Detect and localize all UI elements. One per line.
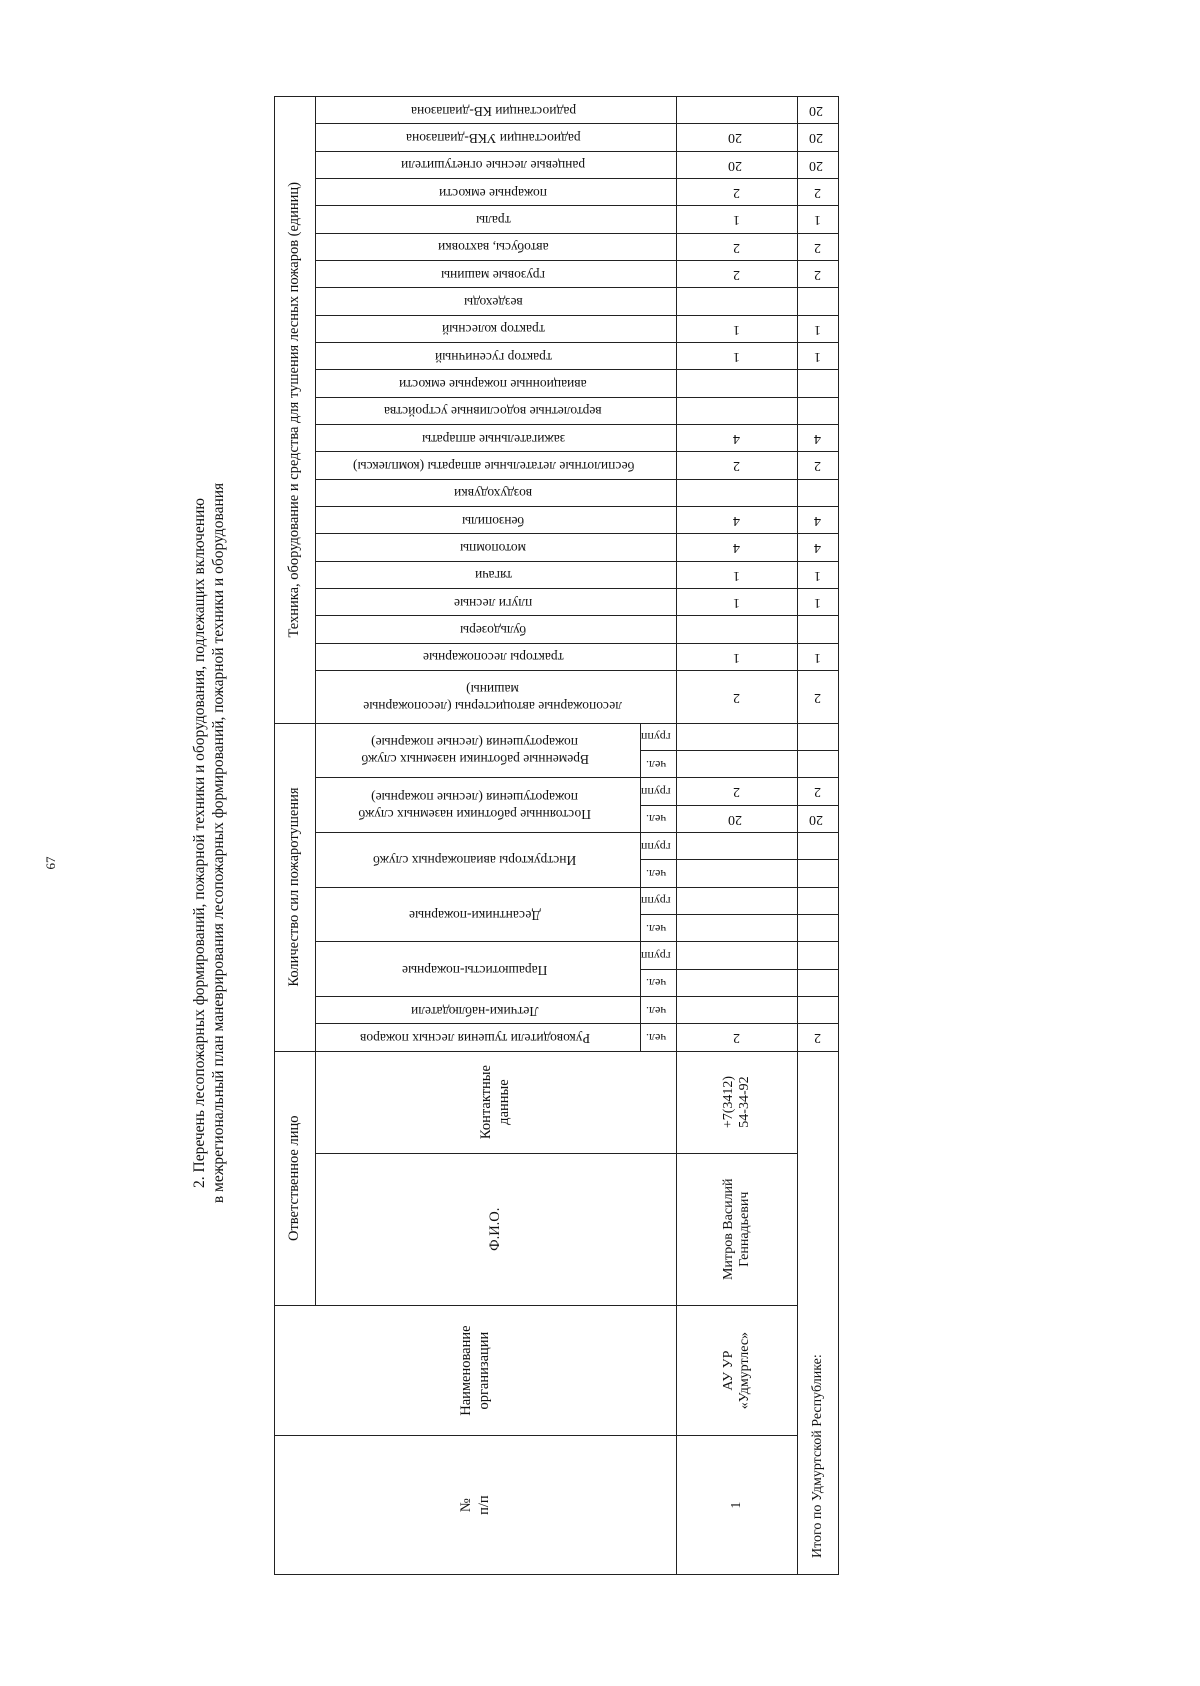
total-parashut-groups bbox=[798, 942, 839, 969]
total-equip-21: 20 bbox=[798, 97, 839, 124]
header-num: № п/п bbox=[275, 1436, 677, 1575]
cell-equip-11 bbox=[677, 370, 798, 397]
header-equip-1: тракторы лесопожарные bbox=[316, 643, 677, 670]
heading-line-2: в межрегиональный план маневрирования лесопожарных формирований, пожарной техники и оборудования bbox=[210, 482, 227, 1204]
total-equip-2 bbox=[798, 616, 839, 643]
unit-parashut-people: чел. bbox=[641, 969, 677, 996]
header-equipment-group: Техника, оборудование и средства для тушения лесных пожаров (единиц) bbox=[275, 97, 316, 724]
header-force-rtlp: Руководители тушения лесных пожаров bbox=[316, 1024, 641, 1051]
cell-letchiki bbox=[677, 996, 798, 1023]
header-equip-4: тягачи bbox=[316, 561, 677, 588]
total-equip-13: 1 bbox=[798, 315, 839, 342]
cell-equip-16: 2 bbox=[677, 233, 798, 260]
cell-equip-10 bbox=[677, 397, 798, 424]
cell-equip-12: 1 bbox=[677, 343, 798, 370]
total-equip-6: 4 bbox=[798, 507, 839, 534]
total-equip-10 bbox=[798, 397, 839, 424]
cell-equip-1: 1 bbox=[677, 643, 798, 670]
total-row bbox=[798, 97, 839, 1575]
cell-desant-groups bbox=[677, 887, 798, 914]
cell-equip-7 bbox=[677, 479, 798, 506]
total-instr-groups bbox=[798, 832, 839, 859]
cell-parashut-people bbox=[677, 969, 798, 996]
header-force-parashut: Парашютисты-пожарные bbox=[316, 942, 641, 997]
unit-vrem-groups: групп bbox=[641, 723, 677, 750]
header-org: Наименование организации bbox=[275, 1305, 677, 1435]
total-post-groups: 2 bbox=[798, 778, 839, 805]
total-vrem-groups bbox=[798, 723, 839, 750]
total-letchiki bbox=[798, 996, 839, 1023]
cell-contacts: +7(3412) 54-34-92 bbox=[677, 1051, 798, 1153]
header-equip-5: мотопомпы bbox=[316, 534, 677, 561]
total-equip-0: 2 bbox=[798, 670, 839, 723]
header-equip-3: плуги лесные bbox=[316, 589, 677, 616]
page-number: 67 bbox=[43, 856, 58, 870]
unit-post-groups: групп bbox=[641, 778, 677, 805]
header-responsible: Ответственное лицо bbox=[275, 1051, 316, 1305]
unit-vrem-people: чел. bbox=[641, 750, 677, 777]
rotated-document bbox=[150, 103, 1050, 1583]
cell-equip-3: 1 bbox=[677, 589, 798, 616]
cell-equip-2 bbox=[677, 616, 798, 643]
cell-equip-5: 4 bbox=[677, 534, 798, 561]
total-equip-12: 1 bbox=[798, 343, 839, 370]
heading-line-1: 2. Перечень лесопожарных формирований, пожарной техники и оборудования, подлежащих включению bbox=[191, 498, 208, 1188]
cell-equip-20: 20 bbox=[677, 124, 798, 151]
formations-table bbox=[274, 96, 839, 1575]
cell-fio: Митров Василий Геннадьевич bbox=[677, 1153, 798, 1305]
header-equip-7: воздуходувки bbox=[316, 479, 677, 506]
cell-post-groups: 2 bbox=[677, 778, 798, 805]
total-parashut-people bbox=[798, 969, 839, 996]
header-force-desant: Десантники-пожарные bbox=[316, 887, 641, 942]
total-equip-5: 4 bbox=[798, 534, 839, 561]
total-equip-1: 1 bbox=[798, 643, 839, 670]
cell-equip-17: 1 bbox=[677, 206, 798, 233]
header-equip-14: вездеходы bbox=[316, 288, 677, 315]
cell-equip-8: 2 bbox=[677, 452, 798, 479]
header-equip-20: радиостанции УКВ-диапазона bbox=[316, 124, 677, 151]
total-equip-19: 20 bbox=[798, 151, 839, 178]
header-equip-6: бензопилы bbox=[316, 507, 677, 534]
header-forces-group: Количество сил пожаротушения bbox=[275, 723, 316, 1051]
cell-equip-6: 4 bbox=[677, 507, 798, 534]
total-equip-11 bbox=[798, 370, 839, 397]
header-force-instr: Инструкторы авиапожарных служб bbox=[316, 832, 641, 887]
cell-instr-groups bbox=[677, 832, 798, 859]
cell-vrem-groups bbox=[677, 723, 798, 750]
total-equip-20: 20 bbox=[798, 124, 839, 151]
total-equip-9: 4 bbox=[798, 425, 839, 452]
header-fio: Ф.И.О. bbox=[316, 1153, 677, 1305]
unit-desant-groups: групп bbox=[641, 887, 677, 914]
cell-rtlp: 2 bbox=[677, 1024, 798, 1051]
cell-equip-0: 2 bbox=[677, 670, 798, 723]
table-row bbox=[677, 97, 798, 1575]
cell-num: 1 bbox=[677, 1436, 798, 1575]
header-equip-11: авиационные пожарные емкости bbox=[316, 370, 677, 397]
total-desant-people bbox=[798, 914, 839, 941]
cell-instr-people bbox=[677, 860, 798, 887]
total-instr-people bbox=[798, 860, 839, 887]
total-equip-18: 2 bbox=[798, 179, 839, 206]
total-post-people: 20 bbox=[798, 805, 839, 832]
total-rtlp: 2 bbox=[798, 1024, 839, 1051]
cell-vrem-people bbox=[677, 750, 798, 777]
total-equip-7 bbox=[798, 479, 839, 506]
cell-equip-14 bbox=[677, 288, 798, 315]
header-force-letchiki: Летчики-наблюдатели bbox=[316, 996, 641, 1023]
cell-equip-21 bbox=[677, 97, 798, 124]
cell-equip-13: 1 bbox=[677, 315, 798, 342]
header-equip-21: радиостанции КВ-диапазона bbox=[316, 97, 677, 124]
header-force-post: Постоянные работники наземных служб пожаротушения (лесные пожарные) bbox=[316, 778, 641, 833]
header-equip-17: тралы bbox=[316, 206, 677, 233]
cell-equip-18: 2 bbox=[677, 179, 798, 206]
cell-equip-9: 4 bbox=[677, 425, 798, 452]
header-row-groups bbox=[275, 97, 316, 1575]
total-equip-3: 1 bbox=[798, 589, 839, 616]
total-equip-17: 1 bbox=[798, 206, 839, 233]
unit-instr-people: чел. bbox=[641, 860, 677, 887]
cell-desant-people bbox=[677, 914, 798, 941]
cell-equip-19: 20 bbox=[677, 151, 798, 178]
total-equip-8: 2 bbox=[798, 452, 839, 479]
total-equip-4: 1 bbox=[798, 561, 839, 588]
header-equip-0: лесопожарные автоцистерны (лесопожарные машины) bbox=[316, 670, 677, 723]
total-equip-15: 2 bbox=[798, 261, 839, 288]
header-equip-19: ранцевые лесные огнетушители bbox=[316, 151, 677, 178]
header-equip-12: трактор гусеничный bbox=[316, 343, 677, 370]
header-equip-10: вертолетные водосливные устройства bbox=[316, 397, 677, 424]
unit-instr-groups: групп bbox=[641, 832, 677, 859]
unit-desant-people: чел. bbox=[641, 914, 677, 941]
unit-rtlp: чел. bbox=[641, 1024, 677, 1051]
header-equip-8: беспилотные летательные аппараты (комплексы) bbox=[316, 452, 677, 479]
header-equip-9: зажигательные аппараты bbox=[316, 425, 677, 452]
unit-parashut-groups: групп bbox=[641, 942, 677, 969]
unit-post-people: чел. bbox=[641, 805, 677, 832]
header-equip-13: трактор колесный bbox=[316, 315, 677, 342]
header-equip-15: грузовые машины bbox=[316, 261, 677, 288]
cell-equip-4: 1 bbox=[677, 561, 798, 588]
header-contacts: Контактные данные bbox=[316, 1051, 677, 1153]
total-label: Итого по Удмуртской Республике: bbox=[798, 1051, 839, 1574]
unit-letchiki: чел. bbox=[641, 996, 677, 1023]
cell-equip-15: 2 bbox=[677, 261, 798, 288]
total-equip-14 bbox=[798, 288, 839, 315]
document-heading bbox=[190, 103, 228, 1583]
header-equip-18: пожарные емкости bbox=[316, 179, 677, 206]
header-force-vrem: Временные работники наземных служб пожаротушения (лесные пожарные) bbox=[316, 723, 641, 778]
header-equip-2: бульдозеры bbox=[316, 616, 677, 643]
cell-org: АУ УР «Удмуртлес» bbox=[677, 1305, 798, 1435]
header-equip-16: автобусы, вахтовки bbox=[316, 233, 677, 260]
total-vrem-people bbox=[798, 750, 839, 777]
total-equip-16: 2 bbox=[798, 233, 839, 260]
cell-post-people: 20 bbox=[677, 805, 798, 832]
total-desant-groups bbox=[798, 887, 839, 914]
cell-parashut-groups bbox=[677, 942, 798, 969]
